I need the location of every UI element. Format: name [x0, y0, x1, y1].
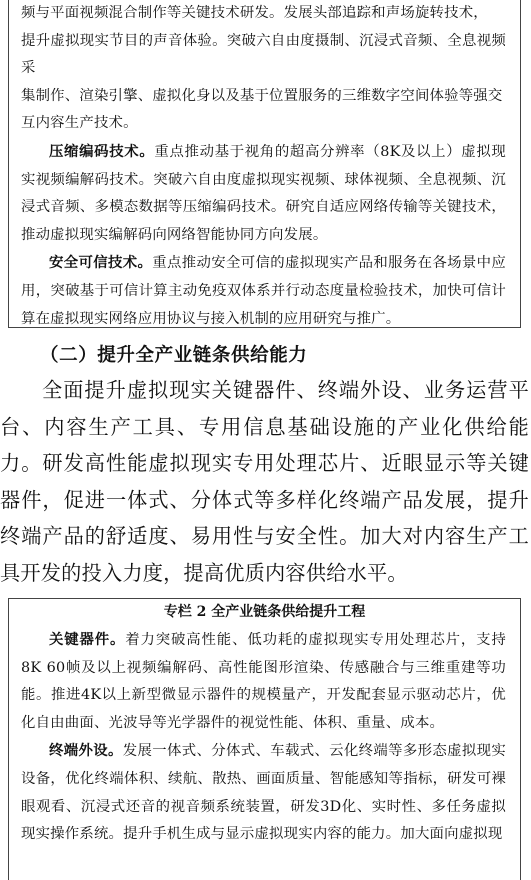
top-box-paragraph-continued — [9, 0, 520, 138]
text-line: 集制作、渲染引擎、虚拟化身以及基于位置服务的三维数字空间体验等强交 — [21, 87, 503, 104]
compression-coding-text: 重点推动基于视角的超高分辨率（8K及以上）虚拟现实视频编解码技术。突破六自由度虚拟现实视频、球体视频、全息视频、沉浸式音频、多模态数据等压缩编码技术。研究自适应网络传输等关键技术，推动虚拟现实编解码向网络智能协同方向发展。 — [21, 143, 506, 243]
column-2-box — [8, 598, 521, 880]
text-line: 提升虚拟现实节目的声音体验。突破六自由度摄制、沉浸式音频、全息视频采 — [21, 32, 506, 77]
key-components-label: 关键器件。 — [49, 631, 126, 648]
terminal-peripherals-paragraph — [9, 737, 520, 848]
compression-coding-paragraph — [9, 138, 520, 249]
key-components-text: 着力突破高性能、低功耗的虚拟现实专用处理芯片，支持8K 60帧及以上视频编解码、高性能图形渲染、传感融合与三维重建等功能。推进4K以上新型微显示器件的规模量产，开发配套显示驱动芯片，优化自由曲面、光波导等光学器件的视觉性能、体积、重量、成本。 — [21, 632, 506, 731]
security-trust-label: 安全可信技术。 — [49, 254, 153, 272]
key-components-paragraph — [9, 626, 520, 737]
section-body-paragraph: 全面提升虚拟现实关键器件、终端外设、业务运营平台、内容生产工具、专用信息基础设施的产业化供给能力。研发高性能虚拟现实专用处理芯片、近眼显示等关键器件，促进一体式、分体式等多样化终端产品发展，提升终端产品的舒适度、易用性与安全性。加大对内容生产工具开发的投入力度，提高优质内容供给水平。 — [0, 378, 529, 585]
security-trust-paragraph — [9, 249, 520, 333]
top-info-box — [8, 0, 521, 328]
compression-coding-label: 压缩编码技术。 — [49, 142, 155, 160]
text-line: 互内容生产技术。 — [21, 115, 138, 132]
section-heading: （二）提升全产业链条供给能力 — [40, 345, 308, 366]
text-line: 频与平面视频混合制作等关键技术研发。发展头部追踪和声场旋转技术， — [21, 5, 488, 21]
column-2-title: 专栏 2 全产业链条供给提升工程 — [163, 604, 366, 620]
terminal-peripherals-text: 发展一体式、分体式、车载式、云化终端等多形态虚拟现实设备，优化终端体积、续航、散热、画面质量、智能感知等指标，研发可裸眼观看、沉浸式还音的视音频系统装置，研发3D化、实时性、多任务虚拟现实操作系统。提升手机生成与显示虚拟现实内容的能力。加大面向虚拟现 — [21, 743, 506, 843]
terminal-peripherals-label: 终端外设。 — [49, 742, 123, 760]
section-body — [0, 372, 529, 592]
security-trust-text: 重点推动安全可信的虚拟现实产品和服务在各场景中应用，突破基于可信计算主动免疫双体系并行动态度量检验技术，加快可信计算在虚拟现实网络应用协议与接入机制的应用研究与推广。 — [21, 255, 506, 327]
